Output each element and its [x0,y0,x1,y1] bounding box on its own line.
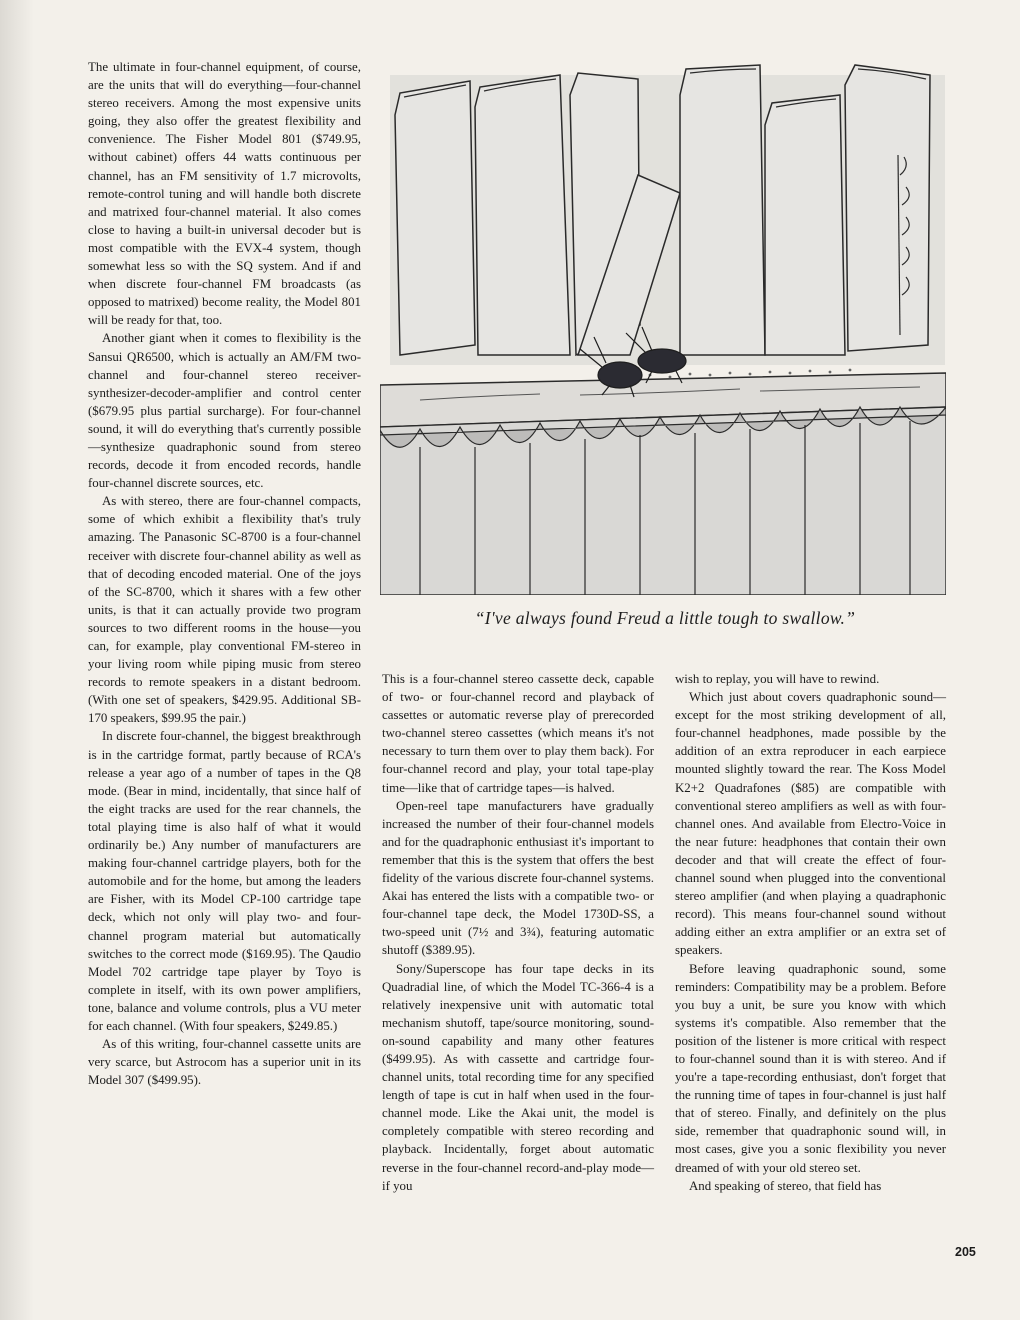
paragraph: Another giant when it comes to flexibility is the Sansui QR6500, which is actually an AM/FM two-channel and four-channel stereo receiver-synthesizer-decoder-amplifier and control center ($679.95 plus partial surcharge). For four-channel sound, it will do everything that's currently possible—synthesize quadraphonic sound from stereo records, decode it from encoded records, handle four-channel discrete sources, etc. [88,331,361,491]
paragraph: Open-reel tape manufacturers have gradually increased the number of their four-channel models and for the quadraphonic enthusiast it's important to remember that this is the system that offers the best fidelity of the various discrete four-channel systems. Akai has entered the lists with a compatible two- or four-channel tape deck, the Model 1730D-SS, a two-speed unit (7½ and 3¾), featuring automatic shutoff ($389.95). [382,798,654,958]
article-column-3 [675,670,946,1195]
article-column-1 [88,58,361,1089]
paragraph: Before leaving quadraphonic sound, some reminders: Compatibility may be a problem. Before you buy a unit, be sure you know with which systems it's compatible. Also remember that the position of the listener is more critical with respect to four-channel sound than it is with stereo. And if you're a tape-recording enthusiast, don't forget that the running time of tapes in four-channel is just half that of stereo. Finally, and definitely on the plus side, remember that quadraphonic sound will, in most cases, give you a sonic flexibility you never dreamed of with your old stereo set. [675,961,946,1175]
cartoon-caption: “I've always found Freud a little tough to swallow.” [474,608,856,628]
paragraph: Sony/Superscope has four tape decks in its Quadradial line, of which the Model TC-366-4 is a relatively inexpensive unit with automatic total mechanism shutoff, tape/source monitoring, sound-on-sound capability and many other features ($499.95). As with cassette and cartridge four-channel units, total recording time for any specified length of tape is cut in half when used in the four-channel mode. Like the Akai unit, the model is completely compatible with stereo recording and playback. Incidentally, forget about automatic reverse in the four-channel record-and-play mode—if you [382,961,654,1193]
paragraph: This is a four-channel stereo cassette deck, capable of two- or four-channel record and playback of cassettes or automatic reverse play of prerecorded two-channel stereo cassettes (which means it's not necessary to turn them over to play them back). For four-channel record and play, your total tape-play time—like that of cartridge tapes—is halved. [382,672,654,795]
article-column-2 [382,670,654,1195]
paragraph: And speaking of stereo, that field has [689,1178,882,1193]
page-number: 205 [955,1245,976,1259]
page-gutter-shadow [0,0,34,1320]
paragraph: As with stereo, there are four-channel compacts, some of which exhibit a flexibility that's truly amazing. The Panasonic SC-8700 is a four-channel receiver with discrete four-channel ability as well as that of decoding encoded material. One of the joys of the SC-8700, which it shares with a few other units, is that it can actually provide two program sources to two different rooms in the house—you can, for example, play conventional FM-stereo in your living room while piping music from stereo records to remote speakers in a distant bedroom. (With one set of speakers, $429.95. Additional SB-170 speakers, $99.95 the pair.) [88,494,361,726]
paragraph: As of this writing, four-channel cassette units are very scarce, but Astrocom has a superior unit in its Model 307 ($499.95). [88,1037,361,1088]
cartoon-illustration [380,55,946,595]
paragraph: The ultimate in four-channel equipment, of course, are the units that will do everything—four-channel stereo receivers. Among the most expensive units going, they also offer the greatest flexibility and convenience. The Fisher Model 801 ($749.95, without cabinet) offers 44 watts continuous per channel, has an FM sensitivity of 1.7 microvolts, remote-control tuning and will handle both discrete and matrixed four-channel material. It also comes close to having a built-in universal decoder but is most compatible with the EVX-4 system, though somewhat less so with the SQ system. And if and when discrete four-channel FM broadcasts (as opposed to matrixed) become reality, the Model 801 will be ready for that, too. [88,60,361,328]
paragraph: wish to replay, you will have to rewind. [675,672,880,686]
paragraph: Which just about covers quadraphonic sound—except for the most striking development of all, four-channel headphones, made possible by the addition of an extra reproducer in each earpiece mounted slightly toward the rear. The Koss Model K2+2 Quadrafones ($85) are compatible with conventional stereo amplifiers as well as with four-channel ones. And available from Electro-Voice in the near future: headphones that contain their own decoder and that will create the effect of four-channel sound when plugged into the conventional stereo amplifier (and when playing a quadraphonic record). This means four-channel sound without adding either an extra amplifier or an extra set of speakers. [675,690,946,958]
paragraph: In discrete four-channel, the biggest breakthrough is in the cartridge format, partly because of RCA's release a year ago of a number of tapes in the Q8 mode. (Bear in mind, incidentally, that since half of the eight tracks are used for the rear channels, the total playing time is also half of what it would ordinarily be.) Any number of manufacturers are making four-channel cartridge players, both for the automobile and for the home, but among the leaders are Fisher, with its Model CP-100 cartridge tape deck, which not only will play two- and four-channel program material but automatically switches to the correct mode ($169.95). The Qaudio Model 702 cartridge tape player by Toyo is complete in itself, with its own power amplifiers, tone, balance and volume controls, plus a VU meter for each channel. (With four speakers, $249.85.) [88,729,361,1033]
